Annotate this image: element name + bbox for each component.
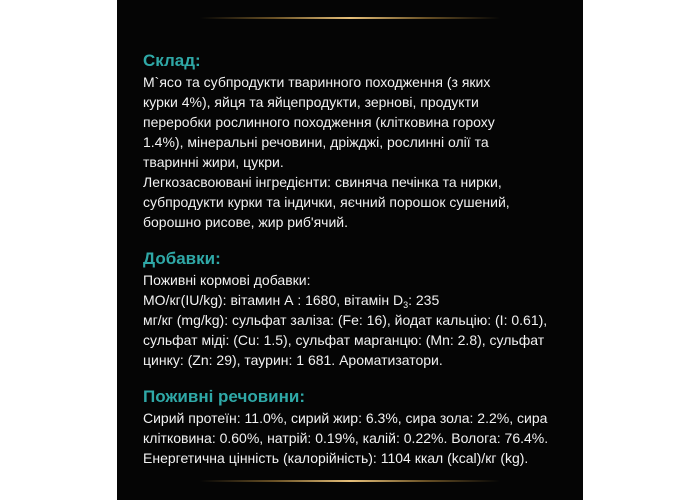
vitamin-d-value: : 235 xyxy=(408,292,440,308)
vitamins-text: МО/кг(IU/kg): вітамин А : 1680, вітамін D xyxy=(143,292,404,308)
additives-heading: Добавки: xyxy=(143,249,221,268)
nutrients-heading: Поживні речовини: xyxy=(143,387,305,406)
composition-heading: Склад: xyxy=(143,51,201,70)
additives-vitamins-line xyxy=(143,290,583,310)
top-gold-divider xyxy=(200,17,500,19)
additives-section xyxy=(143,248,583,370)
composition-section xyxy=(143,50,583,232)
label-content xyxy=(143,50,583,484)
label-panel xyxy=(117,0,583,500)
additives-minerals-text: мг/кг (mg/kg): сульфат заліза: (Fe: 16), йодат кальцію: (I: 0.61), сульфат міді: (Cu: 1.5), сульфат марганцю: (Mn: 2.8), сульфат цинку: (Zn: 29), таурин: 1 681. Ароматизатори. xyxy=(143,312,548,368)
additives-intro: Поживні кормові добавки: xyxy=(143,272,311,288)
bottom-gold-divider xyxy=(200,480,500,482)
nutrients-text: Сирий протеїн: 11.0%, сирий жир: 6.3%, сира зола: 2.2%, сира клітковина: 0.60%, натрій: 0.19%, калій: 0.22%. Волога: 76.4%. Енергетична цінність (калорійність): 1104 ккал (kcal)/кг (kg). xyxy=(143,410,549,466)
composition-text: М`ясо та субпродукти тваринного походження (з яких курки 4%), яйця та яйцепродукти, зернові, продукти переробки рослинного походження (клітковина гороху 1.4%), мінеральні речовини, дріжджі, рослинні олії та тваринні жири, цукри. Легкозасвоювані інгредієнти: свиняча печінка та нирки, субпродукти курки та індички, яєчний порошок сушений, борошно рисове, жир риб'ячий. xyxy=(143,74,510,230)
vitamin-d-subscript: 3 xyxy=(403,300,409,310)
nutrients-section xyxy=(143,386,583,468)
